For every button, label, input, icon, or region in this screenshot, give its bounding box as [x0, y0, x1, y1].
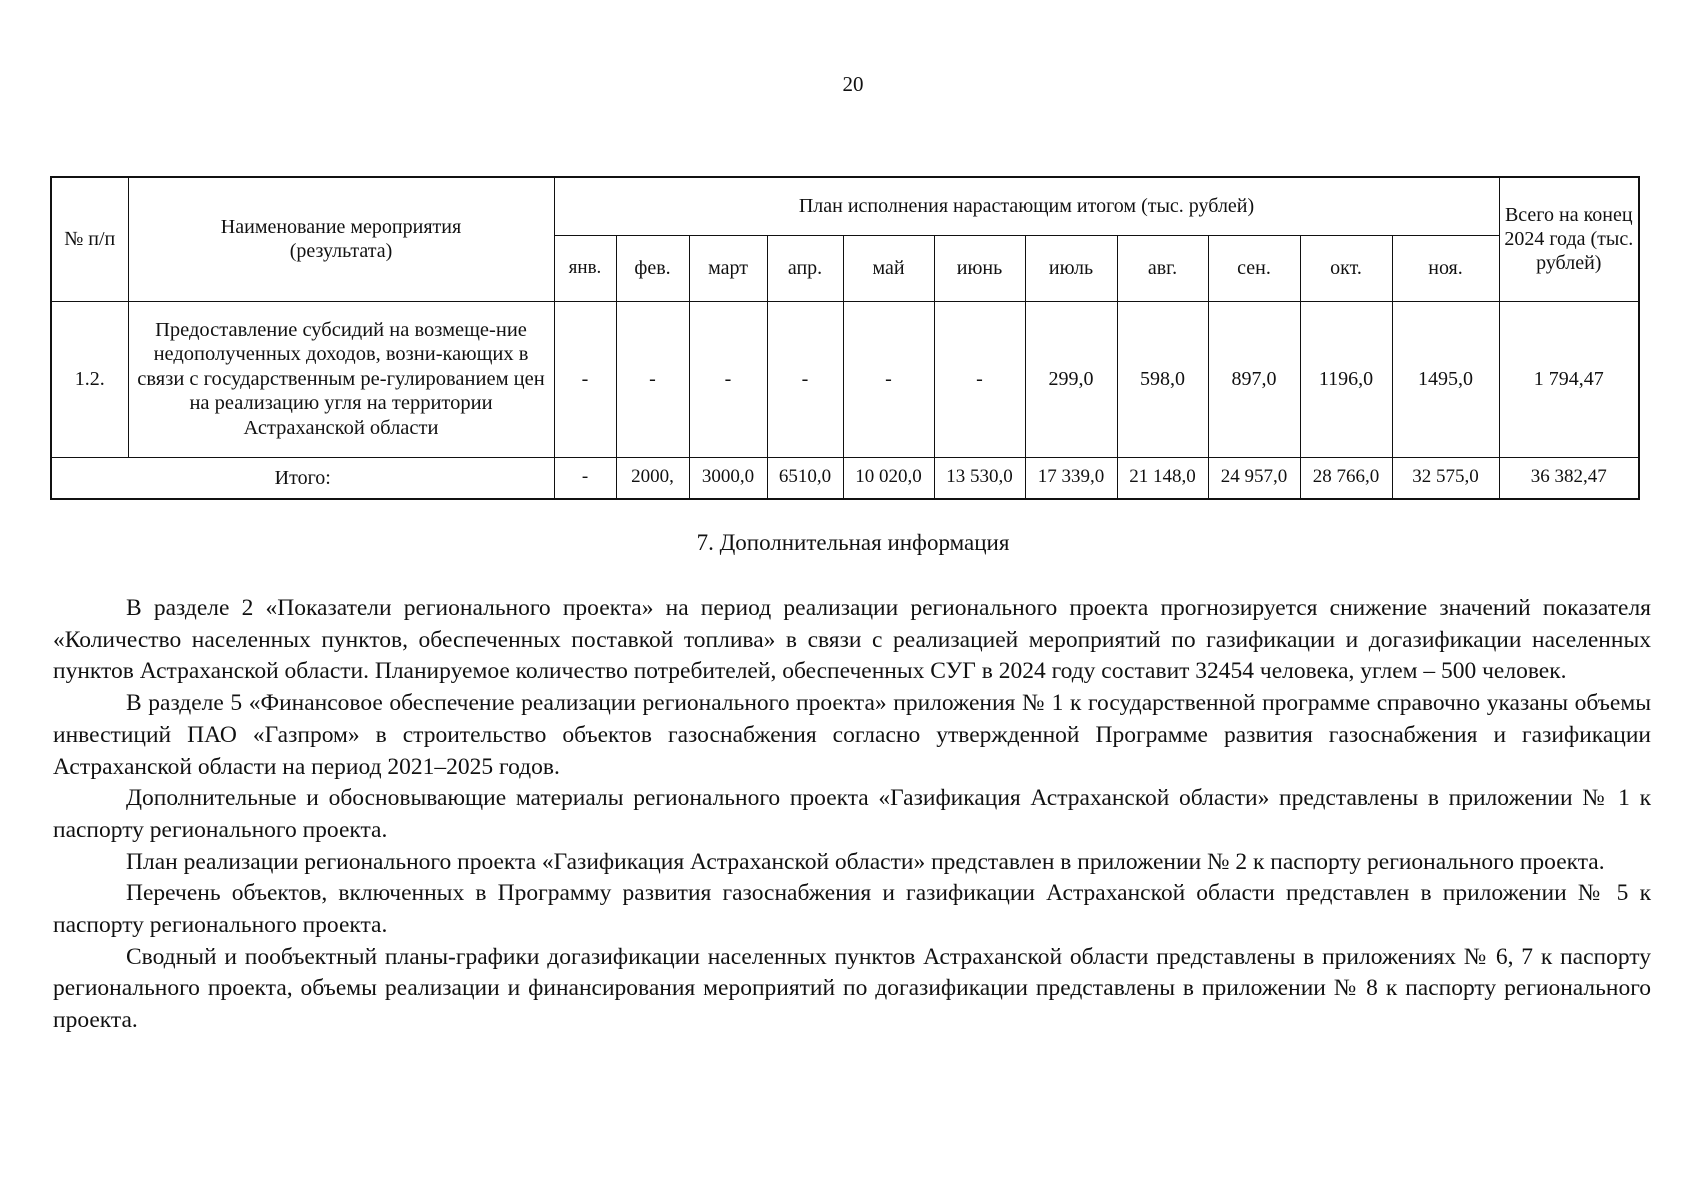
- header-month: фев.: [616, 235, 689, 301]
- row-num: 1.2.: [51, 301, 128, 457]
- header-num: № п/п: [51, 177, 128, 301]
- row-value: -: [934, 301, 1025, 457]
- table-row: [51, 301, 1639, 457]
- row-value: 299,0: [1025, 301, 1117, 457]
- total-value: 32 575,0: [1392, 457, 1499, 499]
- row-value: -: [689, 301, 767, 457]
- row-value: 1196,0: [1300, 301, 1392, 457]
- header-month: авг.: [1117, 235, 1208, 301]
- total-value: 10 020,0: [843, 457, 934, 499]
- row-value: -: [554, 301, 616, 457]
- total-value: 21 148,0: [1117, 457, 1208, 499]
- total-value: 28 766,0: [1300, 457, 1392, 499]
- row-value: -: [616, 301, 689, 457]
- grand-total: 36 382,47: [1499, 457, 1639, 499]
- header-month: май: [843, 235, 934, 301]
- header-month: янв.: [554, 235, 616, 301]
- paragraph: Сводный и пообъектный планы-графики догазификации населенных пунктов Астраханской области представлены в приложениях № 6, 7 к паспорту регионального проекта, объемы реализации и финансирования мероприятий по догазификации представлены в приложении № 8 к паспорту регионального проекта.: [53, 943, 1651, 1034]
- row-value: 897,0: [1208, 301, 1300, 457]
- total-value: 17 339,0: [1025, 457, 1117, 499]
- header-plan: План исполнения нарастающим итогом (тыс. рублей): [554, 177, 1499, 235]
- header-month: окт.: [1300, 235, 1392, 301]
- total-row: [51, 457, 1639, 499]
- row-total: 1 794,47: [1499, 301, 1639, 457]
- plan-table: [50, 176, 1640, 500]
- header-total: Всего на конец 2024 года (тыс. рублей): [1499, 177, 1639, 301]
- row-value: 1495,0: [1392, 301, 1499, 457]
- total-value: 3000,0: [689, 457, 767, 499]
- total-value: 2000,: [616, 457, 689, 499]
- total-value: 6510,0: [767, 457, 843, 499]
- header-month: сен.: [1208, 235, 1300, 301]
- paragraph: План реализации регионального проекта «Газификация Астраханской области» представлен в приложении № 2 к паспорту регионального проекта.: [126, 848, 1605, 875]
- header-month: март: [689, 235, 767, 301]
- header-name: Наименование мероприятия (результата): [128, 177, 554, 301]
- row-value: 598,0: [1117, 301, 1208, 457]
- body-text: [53, 593, 1651, 1037]
- page-number: 20: [842, 72, 864, 96]
- header-month: ноя.: [1392, 235, 1499, 301]
- paragraph: Дополнительные и обосновывающие материалы регионального проекта «Газификация Астраханской области» представлены в приложении № 1 к паспорту регионального проекта.: [53, 785, 1651, 843]
- row-value: -: [843, 301, 934, 457]
- total-value: 24 957,0: [1208, 457, 1300, 499]
- header-month: июль: [1025, 235, 1117, 301]
- total-value: -: [554, 457, 616, 499]
- header-month: июнь: [934, 235, 1025, 301]
- paragraph: Перечень объектов, включенных в Программу развития газоснабжения и газификации Астраханской области представлен в приложении № 5 к паспорту регионального проекта.: [53, 880, 1651, 939]
- row-value: -: [767, 301, 843, 457]
- paragraph: В разделе 5 «Финансовое обеспечение реализации регионального проекта» приложения № 1 к государственной программе справочно указаны объемы инвестиций ПАО «Газпром» в строительство объектов газоснабжения согласно утвержденной Программе развития газоснабжения и газификации Астраханской области на период 2021–2025 годов.: [53, 690, 1651, 780]
- paragraph: В разделе 2 «Показатели регионального проекта» на период реализации регионального проекта прогнозируется снижение значений показателя «Количество населенных пунктов, обеспеченных поставкой топлива» в связи с реализацией мероприятий по газификации и догазификации населенных пунктов Астраханской области. Планируемое количество потребителей, обеспеченных СУГ в 2024 году составит 32454 человека, углем – 500 человек.: [53, 595, 1651, 685]
- total-value: 13 530,0: [934, 457, 1025, 499]
- row-name: Предоставление субсидий на возмеще-ние недополученных доходов, возни-кающих в связи с государственным ре-гулированием цен на реализацию угля на территории Астраханской области: [128, 301, 554, 457]
- header-month: апр.: [767, 235, 843, 301]
- total-label: Итого:: [51, 457, 554, 499]
- section-title: 7. Дополнительная информация: [696, 530, 1010, 555]
